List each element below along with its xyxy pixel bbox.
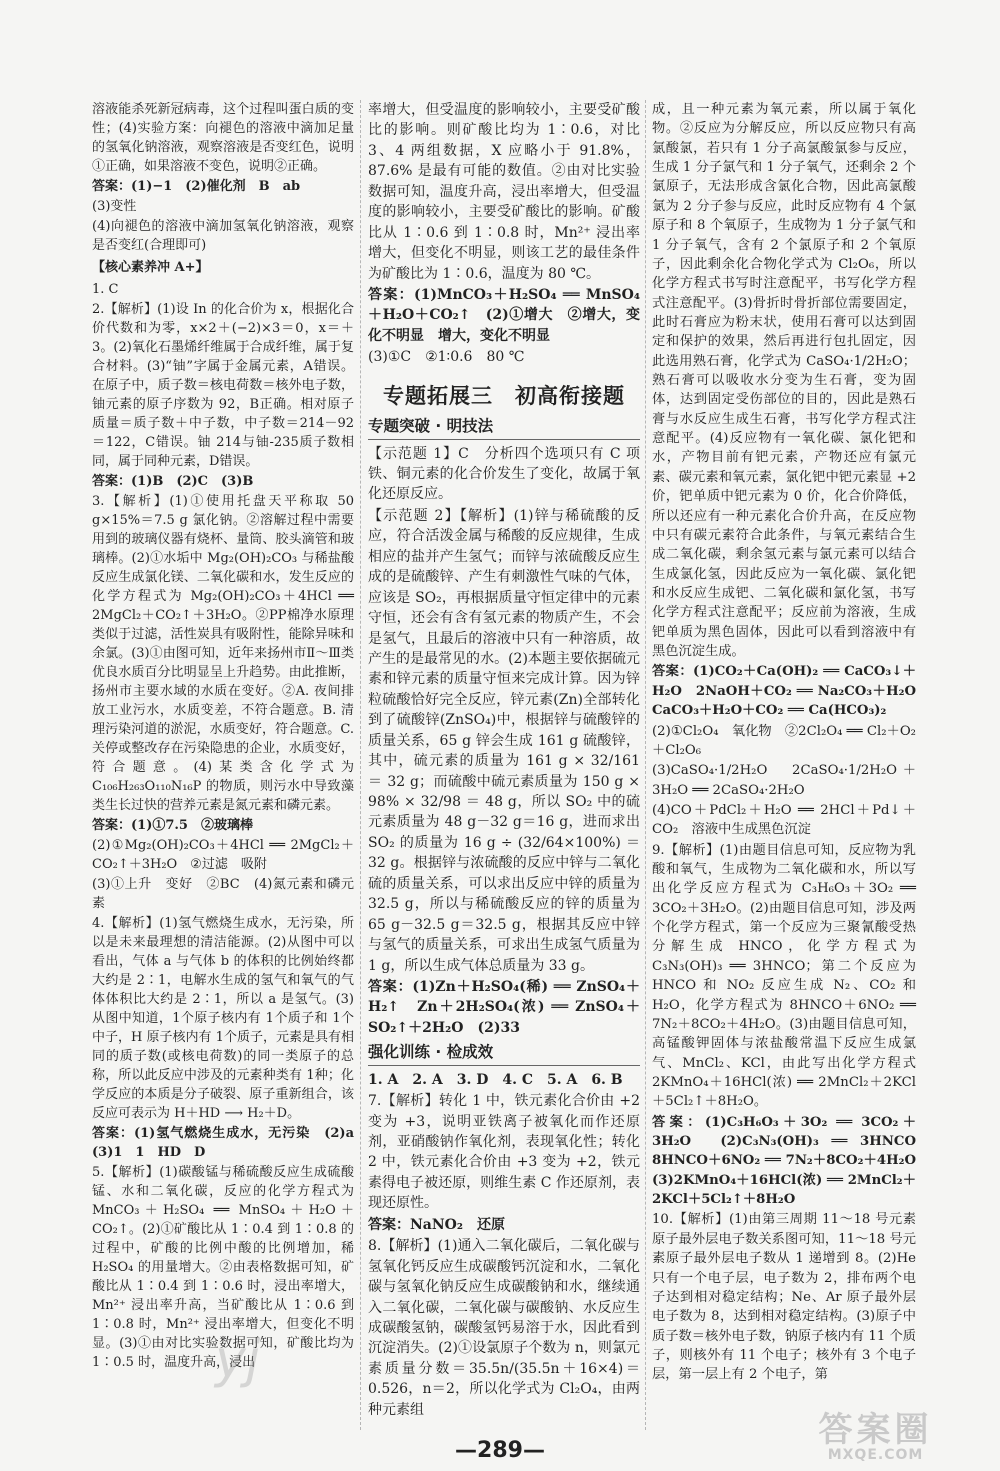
text-paragraph: 【示范题 2】【解析】(1)锌与稀硫酸的反应，符合活泼金属与稀酸的反应规律，生成相应的盐并产生氢气；而锌与浓硫酸反应生成的是硫酸锌、产生有刺激性气味的气体，应该是 SO₂，再根据质量守恒定律中的元素守恒，还会有含有氢元素的物质产生，不会是氢气，且最后的溶液中只有一种溶质，故产生的是最常见的水。(2)本题主要依据硫元素和锌元素的质量守恒来完成计算。因为锌粒硫酸恰好完全反应，锌元素(Zn)全部转化到了硫酸锌(ZnSO₄)中，根据锌与硫酸锌的质量关系，65 g 锌会生成 161 g 硫酸锌，其中，硫元素的质量为 161 g × 32/161 ＝ 32 g；而硫酸中硫元素质量为 150 g × 98% × 32/98 ＝ 48 g，所以 SO₂ 中的硫元素质量为 48 g－32 g＝16 g，进而求出 SO₂ 的质量为 16 g ÷ (32/64×100%) ＝ 32 g。根据锌与浓硫酸的反应中锌与二氧化硫的质量关系，可以求出反应中锌的质量为 32.5 g，所以与稀硫酸反应的锌的质量为 65 g－32.5 g＝32.5 g，根据其反应中锌与氢气的质量关系，可求出生成氢气质量为 1 g，所以生成气体总质量为 33 g。 <box>368 507 640 974</box>
answer-line: 答案：(1)MnCO₃＋H₂SO₄ ══ MnSO₄＋H₂O＋CO₂↑ (2)①增大 ②增大，变化不明显 增大，变化不明显 <box>368 286 640 344</box>
text-paragraph: 3.【解析】(1)①使用托盘天平称取 50 g×15%＝7.5 g 氯化钠。②溶解过程中需要用到的玻璃仪器有烧杯、量筒、胶头滴管和玻璃棒。(2)①水垢中 Mg₂(OH)₂CO₃ 与稀盐酸反应生成氯化镁、二氧化碳和水，发生反应的化学方程式为 Mg₂(OH)₂CO₃＋4HCl ══ 2MgCl₂＋CO₂↑＋3H₂O。②PP棉净水原理类似于过滤，活性炭具有吸附性，能除异味和余氯。(3)①由图可知，近年来扬州市Ⅱ～Ⅲ类优良水质百分比明显呈上升趋势。由此推断，扬州市主要水域的水质在变好。②A. 夜间排放工业污水，水质变差，不符合题意。B. 清理污染河道的淤泥，水质变好，符合题意。C. 关停或整改存在污染隐患的企业，水质变好，符合题意。(4)某类含化学式为 C₁₀₆H₂₆₃O₁₁₀N₁₆P 的物质，则污水中导致藻类生长过快的营养元素是氮元素和磷元素。 <box>92 494 354 813</box>
text-paragraph: 2.【解析】(1)设 In 的化合价为 x，根据化合价代数和为零，x×2＋(−2)×3＝0，x＝＋3。(2)氧化石墨烯纤维属于合成纤维，属于复合材料。(3)“铀”字属于金属元素，A错误。在原子中，质子数＝核电荷数＝核外电子数，铀元素的原子序数为 92，B正确。相对原子质量＝质子数＋中子数，中子数＝214－92＝122，C错误。铀 214与铀-235质子数相同，属于同种元素，D错误。 <box>92 302 354 469</box>
text-paragraph: 4.【解析】(1)氢气燃烧生成水，无污染，所以是未来最理想的清洁能源。(2)从图中可以看出，气体 a 与气体 b 的体积的比例始终都大约是 2∶1，电解水生成的氢气和氧气的气体体积比大约是 2∶1，所以 a 是氢气。(3)从图中知道，1个原子核内有 1个质子和 1个中子，H 原子核内有 1个质子，元素是具有相同的质子数(或核电荷数)的同一类原子的总称，所以此反应中涉及的元素种类有 1种；化学反应的本质是分子破裂、原子重新组合，该反应可表示为 H＋HD ⟶ H₂＋D。 <box>92 916 354 1121</box>
watermark-left: yj <box>215 1330 261 1390</box>
column-divider <box>645 100 646 1430</box>
answer-line: 答案：(1)B (2)C (3)B <box>92 474 254 489</box>
text-paragraph: 10.【解析】(1)由第三周期 11～18 号元素原子最外层电子数关系图可知，11～18 号元素原子最外层电子数从 1 递增到 8。(2)He 只有一个电子层，电子数为 2，排布两个电子达到相对稳定结构；Ne、Ar 原子最外层电子数为 8，达到相对稳定结构。(3)原子中质子数＝核外电子数，钠原子核内有 11 个质子，则核外有 11 个电子；核外有 3 个电子层，第一层上有 2 个电子，第 <box>652 1212 916 1383</box>
text-paragraph: (4)CO＋PdCl₂＋H₂O ══ 2HCl＋Pd↓＋CO₂ 溶液中生成黑色沉淀 <box>652 802 916 838</box>
section-heading: 专题突破 · 明技法 <box>368 416 640 439</box>
column-divider <box>360 100 361 1430</box>
answer-line: 答案：NaNO₂ 还原 <box>368 1216 505 1233</box>
watermark-url: MXQE.COM <box>827 1447 924 1463</box>
text-paragraph: 1. C <box>92 282 119 297</box>
answer-line: 答案：(1)−1 (2)催化剂 B ab <box>92 179 301 194</box>
answer-line: 1. A 2. A 3. D 4. C 5. A 6. B <box>368 1071 623 1088</box>
answer-line: 答案：(1)①7.5 ②玻璃棒 <box>92 818 253 833</box>
text-paragraph: 9.【解析】(1)由题目信息可知，反应物为乳酸和氧气，生成物为二氧化碳和水，所以写出化学反应方程式为 C₃H₆O₃＋3O₂ ══ 3CO₂＋3H₂O。(2)由题目信息可知，涉及两个化学方程式，第一个反应为三聚氰酸受热分解生成 HNCO，化学方程式为 C₃N₃(OH)₃ ══ 3HNCO；第二个反应为 HNCO 和 NO₂ 反应生成 N₂、CO₂ 和 H₂O，化学方程式为 8HNCO＋6NO₂ ══ 7N₂＋8CO₂＋4H₂O。(3)由题目信息可知，高锰酸钾固体与浓盐酸常温下反应生成氯气、MnCl₂、KCl，由此写出化学方程式 2KMnO₄＋16HCl(浓) ══ 2MnCl₂＋2KCl＋5Cl₂↑＋8H₂O。 <box>652 842 916 1110</box>
topic-title: 专题拓展三 初高衔接题 <box>383 383 625 408</box>
page-number: —289— <box>455 1438 545 1463</box>
text-paragraph: (4)向褪色的溶液中滴加氢氧化钠溶液，观察是否变红(合理即可) <box>92 219 354 253</box>
watermark-logo <box>793 1412 958 1464</box>
text-paragraph: 溶液能杀死新冠病毒，这个过程叫蛋白质的变性；(4)实验方案：向褪色的溶液中滴加足量的氢氧化钠溶液，观察溶液是否变红色，说明①正确，如果溶液不变色，说明②正确。 <box>92 102 354 174</box>
answer-column-3 <box>652 100 930 1386</box>
section-heading: 【核心素养冲 A+】 <box>92 260 209 275</box>
answer-column-1 <box>92 100 368 1373</box>
answer-line: 答案：(1)Zn＋H₂SO₄(稀) ══ ZnSO₄＋H₂↑ Zn＋2H₂SO₄(浓) ══ ZnSO₄＋SO₂↑＋2H₂O (2)33 <box>368 978 640 1036</box>
text-paragraph: 8.【解析】(1)通入二氧化碳后，二氧化碳与氢氧化钙反应生成碳酸钙沉淀和水，二氧化碳与氢氧化钠反应生成碳酸钠和水，继续通入二氧化碳，二氧化碳与碳酸钠、水反应生成碳酸氢钠，碳酸氢钙易溶于水，因此看到沉淀消失。(2)①设氯原子个数为 n，则氯元素质量分数＝35.5n/(35.5n＋16×4)＝0.526，n＝2，所以化学式为 Cl₂O₄，由两种元素组 <box>368 1238 640 1418</box>
answer-line: 答案：(1)氢气燃烧生成水，无污染 (2)a (3)1 1 HD D <box>92 1126 368 1160</box>
text-paragraph: (2)①Mg₂(OH)₂CO₃＋4HCl ══ 2MgCl₂＋CO₂↑＋3H₂O ②过滤 吸附 <box>92 838 354 872</box>
text-paragraph: 率增大，但受温度的影响较小，主要受矿酸比的影响。则矿酸比均为 1∶0.6，对比 3、4 两组数据，X 应略小于 91.8%，87.6% 是最有可能的数值。②由对比实验数据可知，温度升高，浸出率增大，但受温度的影响较小，主要受矿酸比的影响。矿酸比从 1∶0.6 到 1∶0.8 时，Mn²⁺ 浸出率增大，但变化不明显，则该工艺的最佳条件为矿酸比为 1∶0.6，温度为 80 ℃。 <box>368 102 640 282</box>
text-paragraph: (3)①C ②1∶0.6 80 ℃ <box>368 349 525 366</box>
text-paragraph: 成，且一种元素为氧元素，所以属于氧化物。②反应为分解反应，所以反应物只有高氯酸氯，若只有 1 分子高氯酸氯参与反应，生成 1 分子氯气和 1 分子氧气，还剩余 2 个氯原子，无法形成含氯化合物，因此高氯酸氯为 2 分子参与反应，此时反应物有 4 个氯原子和 8 个氧原子，生成物为 1 分子氯气和 1 分子氧气，含有 2 个氯原子和 2 个氧原子，因此剩余化合物化学式为 Cl₂O₆，所以化学方程式书写时注意配平，书写化学方程式注意配平。(3)骨折时骨折部位需要固定，此时石膏应为粉末状，使用石膏可以达到固定和保护的效果，然后再进行包扎固定，因此选用熟石膏，化学式为 CaSO₄·1/2H₂O；熟石膏可以吸收水分变为生石膏，变为固体，达到固定受伤部位的目的，因此是熟石膏与水反应生成生石膏，书写化学方程式注意配平。(4)反应物有一氧化碳、氯化钯和水，产物目前有钯元素，产物还应有氯元素、碳元素和氧元素，氯化钯中钯元素显 +2 价，钯单质中钯元素为 0 价，化合价降低，所以还应有一种元素化合价升高，在反应物中只有碳元素符合此条件，与氧元素结合生成二氧化碳，剩余氢元素与氯元素可以结合生成氯化氢，因此反应为一氧化碳、氯化钯和水反应生成钯、二氧化碳和氯化氢，书写化学方程式注意配平；反应前为溶液，生成钯单质为黑色固体，因此可以看到溶液中有黑色沉淀生成。 <box>652 102 916 660</box>
section-heading: 强化训练 · 检成效 <box>368 1042 640 1065</box>
text-paragraph: (3)①上升 变好 ②BC (4)氮元素和磷元素 <box>92 877 354 911</box>
text-paragraph: 7.【解析】转化 1 中，铁元素化合价由 +2 变为 +3，说明亚铁离子被氧化而作还原剂，亚硝酸钠作氧化剂，表现氧化性；转化 2 中，铁元素化合价由 +3 变为 +2，铁元素得电子被还原，则维生素 C 作还原剂，表现还原性。 <box>368 1093 640 1212</box>
text-paragraph: (3)变性 <box>92 199 137 214</box>
watermark-text: 答案圈 <box>818 1410 933 1450</box>
text-paragraph: 5.【解析】(1)碳酸锰与稀硫酸反应生成硫酸锰、水和二氧化碳，反应的化学方程式为 MnCO₃＋H₂SO₄ ══ MnSO₄＋H₂O＋CO₂↑。(2)①矿酸比从 1∶0.4 到 1∶0.8 的过程中，矿酸的比例中酸的比例增加，稀 H₂SO₄ 的用量增大。②由表格数据可知，矿酸比从 1∶0.4 到 1∶0.6 时，浸出率增大，Mn²⁺ 浸出率升高，当矿酸比从 1∶0.6 到 1∶0.8 时，Mn²⁺ 浸出率增大，但变化不明显。(3)①由对比实验数据可知，矿酸比均为 1∶0.5 时，温度升高，浸出 <box>92 1165 354 1370</box>
text-paragraph: (3)CaSO₄·1/2H₂O 2CaSO₄·1/2H₂O＋3H₂O ══ 2CaSO₄·2H₂O <box>652 763 916 798</box>
answer-line: 答案：(1)C₃H₆O₃＋3O₂ ══ 3CO₂＋3H₂O (2)C₃N₃(OH)₃ ══ 3HNCO 8HNCO＋6NO₂ ══ 7N₂＋8CO₂＋4H₂O (3)2KMnO₄＋16HCl(浓) ══ 2MnCl₂＋2KCl＋5Cl₂↑＋8H₂O <box>652 1114 930 1208</box>
answer-column-2 <box>368 100 640 1421</box>
answer-line: 答案：(1)CO₂＋Ca(OH)₂ ══ CaCO₃↓＋H₂O 2NaOH＋CO₂ ══ Na₂CO₃＋H₂O CaCO₃＋H₂O＋CO₂ ══ Ca(HCO₃)₂ <box>652 664 930 719</box>
text-paragraph: (2)①Cl₂O₄ 氧化物 ②2Cl₂O₄ ══ Cl₂＋O₂＋Cl₂O₆ <box>652 723 916 758</box>
text-paragraph: 【示范题 1】C 分析四个选项只有 C 项铁、铜元素的化合价发生了变化，故属于氧化还原反应。 <box>368 445 640 503</box>
